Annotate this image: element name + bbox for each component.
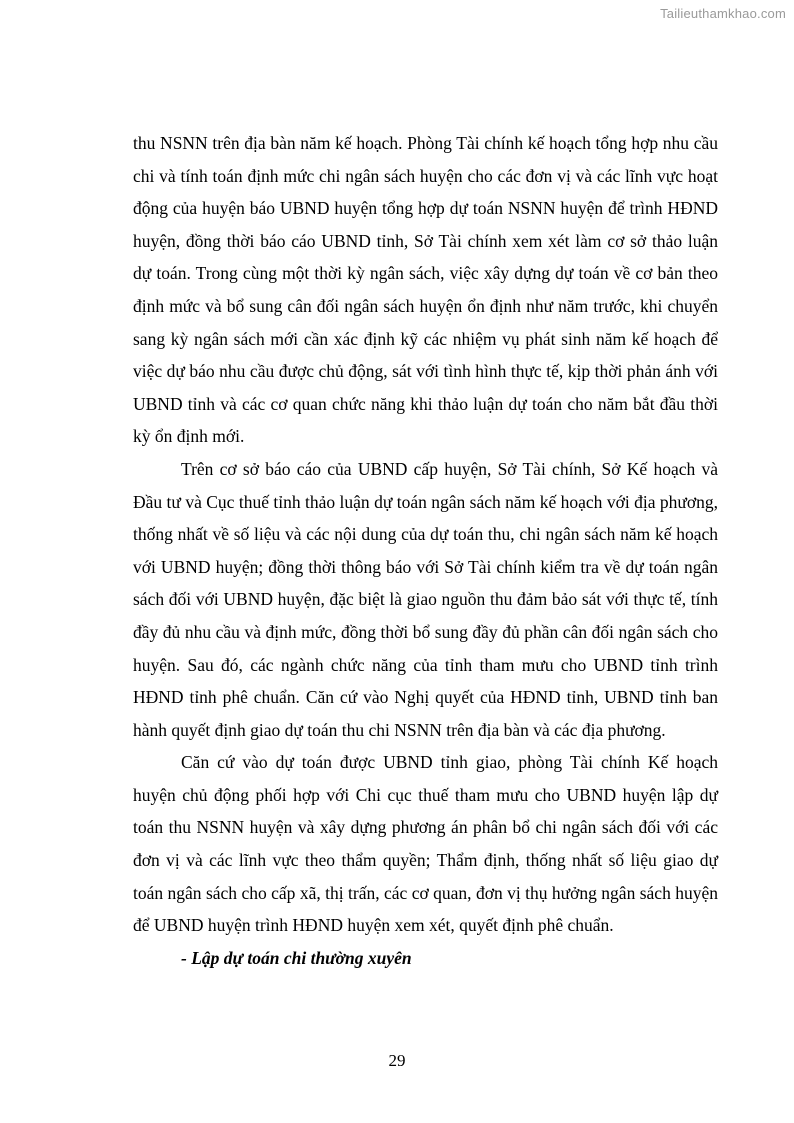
- paragraph: Căn cứ vào dự toán được UBND tỉnh giao, phòng Tài chính Kế hoạch huyện chủ động phối hợp với Chi cục thuế tham mưu cho UBND huyện lập dự toán thu NSNN huyện và xây dựng phương án phân bổ chi ngân sách đối với các đơn vị và các lĩnh vực theo thẩm quyền; Thẩm định, thống nhất số liệu giao dự toán ngân sách cho cấp xã, thị trấn, các cơ quan, đơn vị thụ hưởng ngân sách huyện để UBND huyện trình HĐND huyện xem xét, quyết định phê chuẩn.: [133, 752, 718, 936]
- section-heading: - Lập dự toán chi thường xuyên: [181, 947, 412, 968]
- page-body: [133, 127, 718, 974]
- paragraph-continuation: thu NSNN trên địa bàn năm kế hoạch. Phòng Tài chính kế hoạch tổng hợp nhu cầu chi và tính toán định mức chi ngân sách huyện cho các đơn vị và các lĩnh vực hoạt động của huyện báo UBND huyện tổng hợp dự toán NSNN huyện để trình HĐND huyện, đồng thời báo cáo UBND tỉnh, Sở Tài chính xem xét làm cơ sở thảo luận dự toán. Trong cùng một thời kỳ ngân sách, việc xây dựng dự toán về cơ bản theo định mức và bổ sung cân đối ngân sách huyện ổn định như năm trước, khi chuyển sang kỳ ngân sách mới cần xác định kỹ các nhiệm vụ phát sinh năm kế hoạch để việc dự báo nhu cầu được chủ động, sát với tình hình thực tế, kịp thời phản ánh với UBND tỉnh và các cơ quan chức năng khi thảo luận dự toán cho năm bắt đầu thời kỳ ổn định mới.: [133, 133, 718, 447]
- paragraph: Trên cơ sở báo cáo của UBND cấp huyện, Sở Tài chính, Sở Kế hoạch và Đầu tư và Cục thuế tỉnh thảo luận dự toán ngân sách năm kế hoạch với địa phương, thống nhất về số liệu và các nội dung của dự toán thu, chi ngân sách năm kế hoạch với UBND huyện; đồng thời thông báo với Sở Tài chính kiểm tra về dự toán ngân sách đối với UBND huyện, đặc biệt là giao nguồn thu đảm bảo sát với thực tế, tính đầy đủ nhu cầu và định mức, đồng thời bổ sung đầy đủ phần cân đối ngân sách cho huyện. Sau đó, các ngành chức năng của tỉnh tham mưu cho UBND tỉnh trình HĐND tỉnh phê chuẩn. Căn cứ vào Nghị quyết của HĐND tỉnh, UBND tỉnh ban hành quyết định giao dự toán thu chi NSNN trên địa bàn và các địa phương.: [133, 458, 718, 740]
- page-number: 29: [388, 1051, 406, 1070]
- watermark: Tailieuthamkhao.com: [660, 6, 786, 21]
